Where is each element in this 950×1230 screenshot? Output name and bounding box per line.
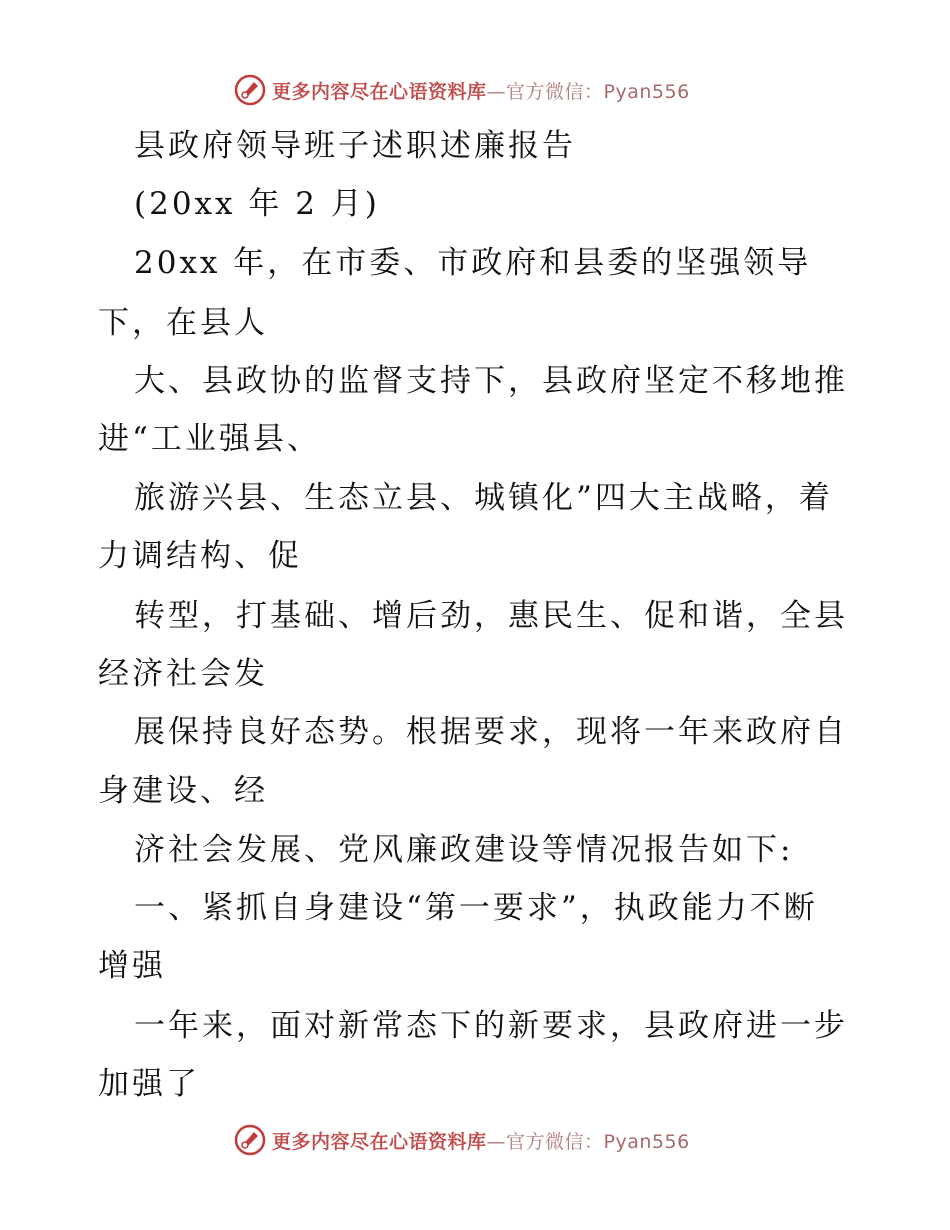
footer-watermark-text	[272, 1127, 690, 1154]
watermark-account: 官方微信：	[506, 1130, 604, 1153]
watermark-dash: —	[486, 1130, 507, 1153]
paragraph-line: 展保持良好态势。根据要求，现将一年来政府自	[134, 714, 848, 750]
paragraph-line: 经济社会发	[98, 656, 268, 692]
paragraph-line: 20xx 年，在市委、市政府和县委的坚强领导	[134, 245, 812, 281]
section-heading-line: 一、紧抓自身建设“第一要求”，执政能力不断	[134, 890, 818, 926]
header-watermark-banner	[234, 72, 714, 108]
section-heading-line: 增强	[98, 948, 166, 984]
watermark-id: Pyan556	[603, 1130, 690, 1153]
header-watermark-text	[272, 77, 690, 104]
paragraph-line: 下，在县人	[98, 305, 268, 341]
document-title: 县政府领导班子述职述廉报告	[134, 128, 576, 164]
footer-watermark-banner	[234, 1122, 714, 1158]
paragraph-line: 大、县政协的监督支持下，县政府坚定不移地推	[134, 363, 848, 399]
paragraph-line: 一年来，面对新常态下的新要求，县政府进一步	[134, 1008, 848, 1044]
watermark-id: Pyan556	[603, 80, 690, 103]
paragraph-line: 力调结构、促	[98, 538, 302, 574]
paragraph-line: 旅游兴县、生态立县、城镇化”四大主战略，着	[134, 480, 833, 516]
paragraph-line: 加强了	[98, 1066, 200, 1102]
paragraph-line: 济社会发展、党风廉政建设等情况报告如下:	[134, 832, 794, 868]
document-date: (20xx 年 2 月)	[134, 186, 380, 222]
seal-logo-icon	[234, 74, 266, 106]
watermark-prefix: 更多内容尽在心语资料库	[272, 80, 487, 103]
paragraph-line: 身建设、经	[98, 773, 268, 809]
paragraph-line: 转型，打基础、增后劲，惠民生、促和谐，全县	[134, 598, 848, 634]
paragraph-line: 进“工业强县、	[98, 421, 321, 457]
watermark-prefix: 更多内容尽在心语资料库	[272, 1130, 487, 1153]
seal-logo-icon	[234, 1124, 266, 1156]
watermark-account: 官方微信：	[506, 80, 604, 103]
watermark-dash: —	[486, 80, 507, 103]
